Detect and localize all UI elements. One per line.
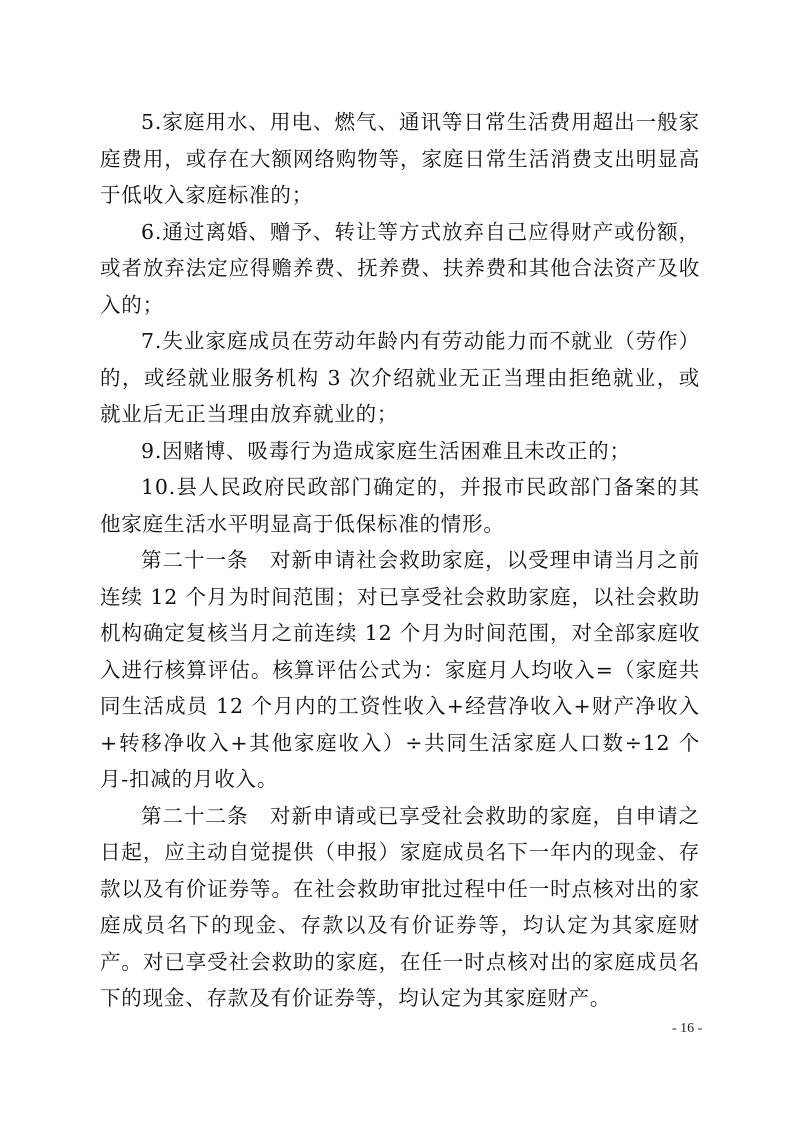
paragraph-item-6: 6.通过离婚、赠予、转让等方式放弃自己应得财产或份额，或者放弃法定应得赡养费、抚养费、扶养费和其他合法资产及收入的；	[100, 219, 700, 317]
article-21: 第二十一条 对新申请社会救助家庭，以受理申请当月之前连续 12 个月为时间范围；对已享受社会救助家庭，以社会救助机构确定复核当月之前连续 12 个月为时间范围，对全部家庭收入进行核算评估。核算评估公式为：家庭月人均收入=（家庭共同生活成员 12 个月内的工资性收入+经营净收入+财产净收入+转移净收入+其他家庭收入）÷共同生活家庭人口数÷12 个月-扣减的月收入。	[100, 548, 700, 791]
paragraph-item-9: 9.因赌博、吸毒行为造成家庭生活困难且未改正的；	[141, 438, 631, 463]
article-22: 第二十二条 对新申请或已享受社会救助的家庭，自申请之日起，应主动自觉提供（申报）家庭成员名下一年内的现金、存款以及有价证券等。在社会救助审批过程中任一时点核对出的家庭成员名下的现金、存款以及有价证券等，均认定为其家庭财产。对已享受社会救助的家庭，在任一时点核对出的家庭成员名下的现金、存款及有价证券等，均认定为其家庭财产。	[100, 803, 700, 1010]
paragraph-item-10: 10.县人民政府民政部门确定的，并报市民政部门备案的其他家庭生活水平明显高于低保标准的情形。	[100, 475, 700, 536]
document-body	[100, 104, 700, 1017]
paragraph-item-7: 7.失业家庭成员在劳动年龄内有劳动能力而不就业（劳作）的，或经就业服务机构 3 次介绍就业无正当理由拒绝就业，或就业后无正当理由放弃就业的；	[100, 329, 700, 426]
page-number: - 16 -	[672, 1021, 703, 1036]
paragraph-item-5: 5.家庭用水、用电、燃气、通讯等日常生活费用超出一般家庭费用，或存在大额网络购物等，家庭日常生活消费支出明显高于低收入家庭标准的；	[100, 110, 700, 207]
